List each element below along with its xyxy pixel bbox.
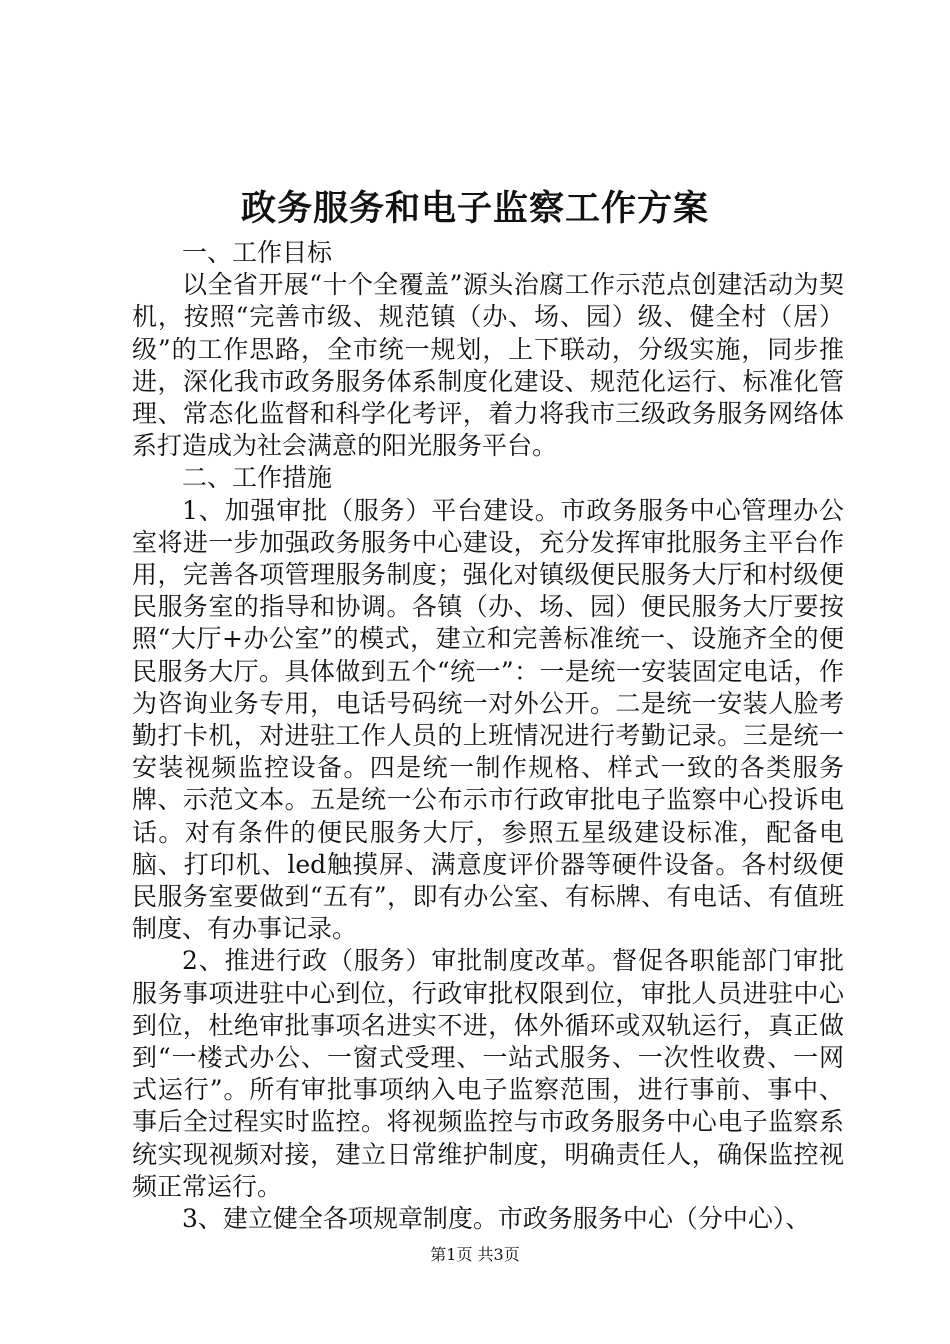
paragraph-goals: 以全省开展“十个全覆盖”源头治腐工作示范点创建活动为契机，按照“完善市级、规范镇（办、场、园）级、健全村（居）级”的工作思路，全市统一规划，上下联动，分级实施，同步推进，深化我市政务服务体系制度化建设、规范化运行、标准化管理、常态化监督和科学化考评，着力将我市三级政务服务网络体系打造成为社会满意的阳光服务平台。 [132,270,844,461]
paragraph-measure-1: 1、加强审批（服务）平台建设。市政务服务中心管理办公室将进一步加强政务服务中心建设，充分发挥审批服务主平台作用，完善各项管理服务制度；强化对镇级便民服务大厅和村级便民服务室的指导和协调。各镇（办、场、园）便民服务大厅要按照“大厅+办公室”的模式，建立和完善标准统一、设施齐全的便民服务大厅。具体做到五个“统一”：一是统一安装固定电话，作为咨询业务专用，电话号码统一对外公开。二是统一安装人脸考勤打卡机，对进驻工作人员的上班情况进行考勤记录。三是统一安装视频监控设备。四是统一制作规格、样式一致的各类服务牌、示范文本。五是统一公布示市行政审批电子监察中心投诉电话。对有条件的便民服务大厅，参照五星级建设标准，配备电脑、打印机、led触摸屏、满意度评价器等硬件设备。各村级便民服务室要做到“五有”，即有办公室、有标牌、有电话、有值班制度、有办事记录。 [132,495,844,944]
section-heading-measures: 二、工作措施 [182,463,333,493]
paragraph-measure-3: 3、建立健全各项规章制度。市政务服务中心（分中心）、 [182,1204,811,1234]
section-heading-goals: 一、工作目标 [182,238,333,267]
document-body [132,237,844,1235]
paragraph-measure-2: 2、推进行政（服务）审批制度改革。督促各职能部门审批服务事项进驻中心到位，行政审批权限到位，审批人员进驻中心到位，杜绝审批事项名进实不进，体外循环或双轨运行，真正做到“一楼式办公、一窗式受理、一站式服务、一次性收费、一网式运行”。所有审批事项纳入电子监察范围，进行事前、事中、事后全过程实时监控。将视频监控与市政务服务中心电子监察系统实现视频对接，建立日常维护制度，明确责任人，确保监控视频正常运行。 [132,946,844,1201]
document-title: 政务服务和电子监察工作方案 [240,188,709,229]
page-footer: 第1页 共3页 [430,1245,520,1264]
